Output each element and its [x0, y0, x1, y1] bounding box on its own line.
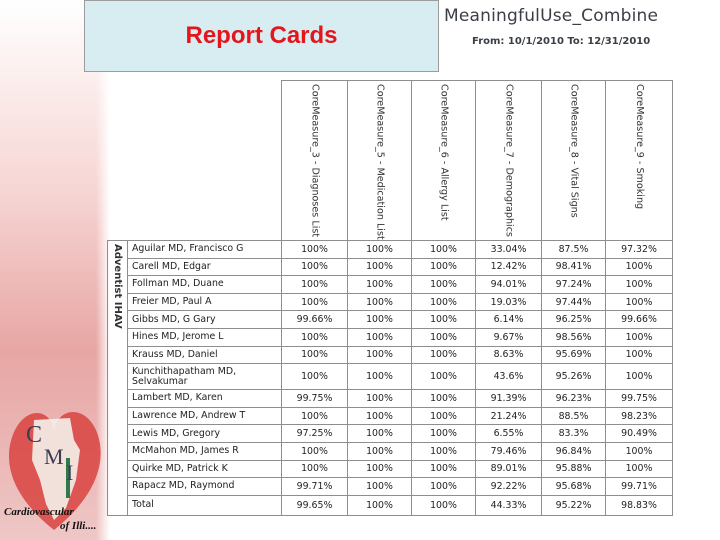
measure-value: 89.01% — [476, 460, 542, 478]
measure-value: 99.71% — [282, 478, 348, 496]
measure-value: 100% — [348, 328, 412, 346]
column-header-label: CoreMeasure_5 - Medication List — [374, 84, 386, 240]
measure-value: 100% — [348, 293, 412, 311]
column-header-label: CoreMeasure_6 - Allergy List — [438, 84, 450, 221]
measure-value: 43.6% — [476, 364, 542, 390]
measure-value: 100% — [412, 460, 476, 478]
measure-value: 98.56% — [542, 328, 606, 346]
table-row — [108, 328, 673, 346]
measure-value: 100% — [348, 311, 412, 329]
measure-value: 100% — [282, 241, 348, 259]
logo-mark-m: M — [44, 444, 64, 469]
provider-name: Quirke MD, Patrick K — [128, 460, 282, 478]
measure-value: 96.84% — [542, 442, 606, 460]
measure-value: 96.25% — [542, 311, 606, 329]
header-corner — [108, 81, 282, 241]
measure-value: 88.5% — [542, 407, 606, 425]
measure-value: 95.88% — [542, 460, 606, 478]
table-row — [108, 311, 673, 329]
measure-value: 44.33% — [476, 495, 542, 515]
provider-name: Lambert MD, Karen — [128, 390, 282, 408]
table-row — [108, 407, 673, 425]
measure-value: 95.22% — [542, 495, 606, 515]
measure-value: 100% — [348, 276, 412, 294]
measure-value: 100% — [412, 346, 476, 364]
measure-value: 98.23% — [606, 407, 673, 425]
measure-value: 92.22% — [476, 478, 542, 496]
measure-value: 100% — [282, 346, 348, 364]
provider-name: Rapacz MD, Raymond — [128, 478, 282, 496]
measure-value: 100% — [282, 460, 348, 478]
group-cell — [108, 241, 128, 516]
table-row — [108, 425, 673, 443]
column-header — [606, 81, 673, 241]
measure-value: 87.5% — [542, 241, 606, 259]
measure-value: 100% — [606, 293, 673, 311]
table-row — [108, 460, 673, 478]
measure-value: 100% — [412, 390, 476, 408]
measure-value: 100% — [606, 442, 673, 460]
total-row — [108, 495, 673, 515]
column-header — [476, 81, 542, 241]
measure-value: 100% — [348, 364, 412, 390]
measure-value: 83.3% — [542, 425, 606, 443]
measure-value: 100% — [412, 241, 476, 259]
measure-value: 95.68% — [542, 478, 606, 496]
table-row — [108, 478, 673, 496]
measure-value: 100% — [606, 258, 673, 276]
measure-value: 21.24% — [476, 407, 542, 425]
measure-value: 99.66% — [606, 311, 673, 329]
column-header — [282, 81, 348, 241]
measure-value: 12.42% — [476, 258, 542, 276]
measure-value: 100% — [606, 328, 673, 346]
table-row — [108, 442, 673, 460]
table-row — [108, 241, 673, 259]
logo-line-1: Cardiovascular — [4, 506, 74, 518]
title-box — [84, 0, 439, 72]
provider-name: McMahon MD, James R — [128, 442, 282, 460]
provider-name: Krauss MD, Daniel — [128, 346, 282, 364]
measure-value: 95.69% — [542, 346, 606, 364]
column-header-label: CoreMeasure_3 - Diagnoses List — [309, 84, 321, 238]
logo-mark-i: I — [66, 460, 74, 485]
measure-value: 100% — [606, 460, 673, 478]
measure-value: 100% — [412, 364, 476, 390]
measure-value: 100% — [348, 425, 412, 443]
provider-name: Gibbs MD, G Gary — [128, 311, 282, 329]
measure-value: 9.67% — [476, 328, 542, 346]
table-body — [108, 241, 673, 516]
report-name: MeaningfulUse_Combine — [444, 6, 659, 26]
measure-value: 8.63% — [476, 346, 542, 364]
measure-value: 97.44% — [542, 293, 606, 311]
measure-value: 100% — [348, 241, 412, 259]
measure-value: 100% — [412, 495, 476, 515]
measure-value: 100% — [282, 293, 348, 311]
measure-value: 100% — [348, 258, 412, 276]
provider-name: Kunchithapatham MD, Selvakumar — [128, 364, 282, 390]
column-header-row — [108, 81, 673, 241]
measure-value: 100% — [348, 346, 412, 364]
measure-value: 94.01% — [476, 276, 542, 294]
measure-value: 100% — [412, 478, 476, 496]
column-header — [412, 81, 476, 241]
measure-value: 98.41% — [542, 258, 606, 276]
column-header-label: CoreMeasure_8 - Vital Signs — [568, 84, 580, 218]
provider-name: Total — [128, 495, 282, 515]
provider-name: Freier MD, Paul A — [128, 293, 282, 311]
measure-value: 100% — [282, 258, 348, 276]
table-row — [108, 276, 673, 294]
measure-value: 100% — [348, 460, 412, 478]
measure-value: 100% — [412, 425, 476, 443]
provider-name: Hines MD, Jerome L — [128, 328, 282, 346]
table-row — [108, 258, 673, 276]
report-card-table — [107, 80, 673, 516]
measure-value: 100% — [412, 258, 476, 276]
table-row — [108, 390, 673, 408]
measure-value: 97.25% — [282, 425, 348, 443]
measure-value: 100% — [282, 328, 348, 346]
measure-value: 19.03% — [476, 293, 542, 311]
table-row — [108, 364, 673, 390]
page-title: Report Cards — [185, 22, 338, 49]
measure-value: 99.75% — [606, 390, 673, 408]
measure-value: 100% — [348, 407, 412, 425]
provider-name: Follman MD, Duane — [128, 276, 282, 294]
measure-value: 100% — [606, 364, 673, 390]
group-label: Adventist IHAV — [112, 244, 123, 329]
provider-name: Aguilar MD, Francisco G — [128, 241, 282, 259]
measure-value: 100% — [348, 442, 412, 460]
column-header-label: CoreMeasure_7 - Demographics — [503, 84, 515, 237]
measure-value: 100% — [348, 390, 412, 408]
column-header — [348, 81, 412, 241]
measure-value: 100% — [606, 346, 673, 364]
provider-name: Lewis MD, Gregory — [128, 425, 282, 443]
measure-value: 100% — [348, 478, 412, 496]
measure-value: 99.65% — [282, 495, 348, 515]
column-header-label: CoreMeasure_9 - Smoking — [634, 84, 645, 210]
measure-value: 99.75% — [282, 390, 348, 408]
measure-value: 100% — [412, 311, 476, 329]
report-date-range: From: 10/1/2010 To: 12/31/2010 — [472, 36, 651, 47]
measure-value: 100% — [412, 276, 476, 294]
measure-value: 97.24% — [542, 276, 606, 294]
measure-value: 6.55% — [476, 425, 542, 443]
measure-value: 96.23% — [542, 390, 606, 408]
table-row — [108, 293, 673, 311]
measure-value: 100% — [348, 495, 412, 515]
provider-name: Carell MD, Edgar — [128, 258, 282, 276]
measure-value: 33.04% — [476, 241, 542, 259]
measure-value: 99.71% — [606, 478, 673, 496]
column-header — [542, 81, 606, 241]
measure-value: 100% — [282, 364, 348, 390]
measure-value: 100% — [606, 276, 673, 294]
measure-value: 100% — [412, 442, 476, 460]
measure-value: 100% — [412, 293, 476, 311]
logo-caption — [4, 505, 114, 533]
measure-value: 100% — [412, 328, 476, 346]
logo-line-2: of Illi.... — [60, 520, 97, 532]
measure-value: 100% — [282, 442, 348, 460]
measure-value: 98.83% — [606, 495, 673, 515]
measure-value: 99.66% — [282, 311, 348, 329]
measure-value: 95.26% — [542, 364, 606, 390]
measure-value: 6.14% — [476, 311, 542, 329]
measure-value: 79.46% — [476, 442, 542, 460]
provider-name: Lawrence MD, Andrew T — [128, 407, 282, 425]
measure-value: 90.49% — [606, 425, 673, 443]
measure-value: 91.39% — [476, 390, 542, 408]
logo-mark-c: C — [26, 422, 43, 448]
measure-value: 100% — [282, 276, 348, 294]
measure-value: 97.32% — [606, 241, 673, 259]
measure-value: 100% — [412, 407, 476, 425]
table-row — [108, 346, 673, 364]
measure-value: 100% — [282, 407, 348, 425]
